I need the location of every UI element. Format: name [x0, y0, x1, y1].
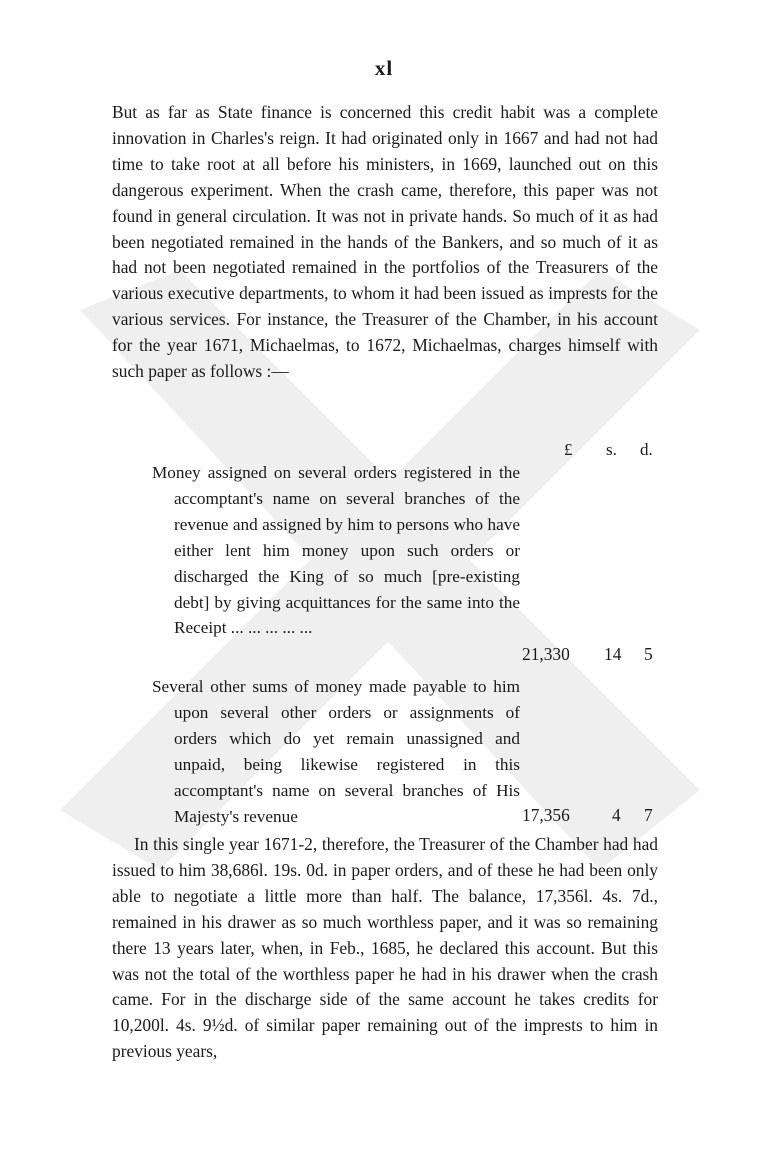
pounds-header: £: [564, 440, 573, 459]
entry-pounds: 17,356: [522, 805, 570, 825]
entry-shillings: 14: [604, 644, 622, 664]
page-number: xl: [374, 56, 394, 80]
body-paragraph-1: [112, 100, 658, 385]
entry-pence: 5: [644, 644, 653, 664]
account-entry: [152, 460, 520, 641]
body-paragraph-2: [112, 832, 658, 1065]
entry-text: Several other sums of money made payable to him upon several other orders or assignments of orders which do yet remain unassigned and unpaid, being likewise registered in this accomptant's name on several branches of His Majesty's revenue: [152, 677, 520, 826]
entry-pounds: 21,330: [522, 644, 570, 664]
account-entry: [152, 674, 520, 829]
entry-pence: 7: [644, 805, 653, 825]
entry-text: Money assigned on several orders registered in the accomptant's name on several branches of the revenue and assigned by him to persons who have either lent him money upon such orders or discharged the King of so much [pre-existing debt] by giving acquittances for the same into the Receipt ... ... ... ... ...: [152, 463, 520, 638]
pence-header: d.: [640, 440, 653, 459]
paragraph-text: In this single year 1671-2, therefore, the Treasurer of the Chamber had had issued to him 38,686l. 19s. 0d. in paper orders, and of these he had been only able to negotiate a little more than half. The balance, 17,356l. 4s. 7d., remained in his drawer as so much worthless paper, and it was so remaining there 13 years later, when, in Feb., 1685, he declared this account. But this was not the total of the worthless paper he had in his drawer when the crash came. For in the discharge side of the same account he takes credits for 10,200l. 4s. 9½d. of similar paper remaining out of the imprests to him in previous years,: [112, 834, 658, 1062]
shillings-header: s.: [606, 440, 617, 459]
paragraph-text: But as far as State finance is concerned this credit habit was a complete innovation in Charles's reign. It had originated only in 1667 and had not had time to take root at all before his ministers, in 1669, launched out on this dangerous experiment. When the crash came, therefore, this paper was not found in general circulation. It was not in private hands. So much of it as had been negotiated remained in the hands of the Bankers, and so much of it as had not been negotiated remained in the portfolios of the Treasurers of the various executive departments, to whom it had been issued as imprests for the various services. For instance, the Treasurer of the Chamber, in his account for the year 1671, Michaelmas, to 1672, Michaelmas, charges himself with such paper as follows :—: [112, 102, 658, 382]
entry-shillings: 4: [612, 805, 621, 825]
